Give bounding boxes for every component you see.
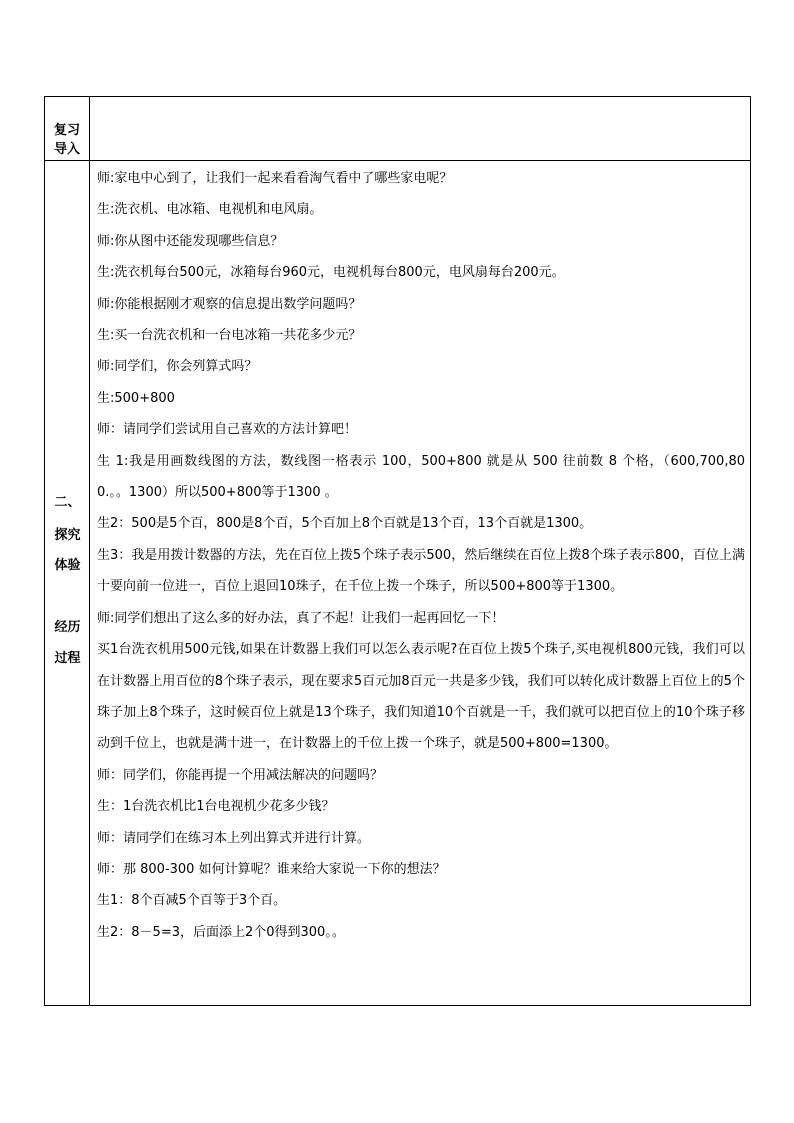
dialogue-paragraph: 生：1台洗衣机比1台电视机少花多少钱？ <box>97 799 335 815</box>
dialogue-paragraph: 师：请同学们尝试用自己喜欢的方法计算吧！ <box>97 422 358 438</box>
dialogue-paragraph: 师:你能根据刚才观察的信息提出数学问题吗？ <box>97 296 362 312</box>
dialogue-paragraph: 生2：8－5=3，后面添上2个0得到300。。 <box>97 924 345 940</box>
explore-label-cell <box>45 161 90 1006</box>
dialogue-paragraph: 生2：500是5个百，800是8个百，5个百加上8个百就是13个百，13个百就是1300。 <box>97 516 593 532</box>
dialogue-paragraph: 生:洗衣机、电冰箱、电视机和电风扇。 <box>97 202 323 218</box>
dialogue-paragraph: 师:家电中心到了，让我们一起来看看淘气看中了哪些家电呢？ <box>97 171 453 186</box>
dialogue-paragraph: 生:500+800 <box>97 390 175 406</box>
dialogue-paragraph: 生:洗衣机每台500元，冰箱每台960元，电视机每台800元，电风扇每台200元。 <box>97 265 565 281</box>
review-content-cell <box>90 97 751 161</box>
review-label-cell <box>45 97 90 161</box>
lesson-plan-table <box>44 96 751 1006</box>
dialogue-paragraph: 买1台洗衣机用500元钱,如果在计数器上我们可以怎么表示呢?在百位上拨5个珠子,买电视机800元钱，我们可以在计数器上用百位的8个珠子表示，现在要求5百元加8百元一共是多少钱，我们可以转化成计数器上百位上的5个珠子加上8个珠子，这时候百位上就是13个珠子，我们知道10个百就是一千，我们就可以把百位上的10个珠子移动到千位上，也就是满十进一，在计数器上的千位上拨一个珠子，就是500+800=1300。 <box>97 642 745 752</box>
explore-label-line5: 过程 <box>54 651 81 666</box>
explore-label-line3: 体验 <box>54 558 81 573</box>
dialogue-paragraph: 师：那 800-300 如何计算呢？谁来给大家说一下你的想法？ <box>97 861 446 877</box>
dialogue-paragraph: 师：请同学们在练习本上列出算式并进行计算。 <box>97 830 371 846</box>
dialogue-paragraph: 师:你从图中还能发现哪些信息？ <box>97 233 284 249</box>
dialogue-paragraph: 生 1:我是用画数线图的方法，数线图一格表示 100，500+800 就是从 500 往前数 8 个格，（600,700,800.。。1300）所以500+800等于1300 。 <box>97 453 745 501</box>
explore-content-cell <box>90 161 751 1006</box>
dialogue-paragraph: 师:同学们想出了这么多的好办法，真了不起！让我们一起再回忆一下！ <box>97 610 505 626</box>
explore-label-line1: 二、 <box>54 495 81 510</box>
dialogue-paragraph: 生3：我是用拨计数器的方法，先在百位上拨5个珠子表示500，然后继续在百位上拨8个珠子表示800，百位上满十要向前一位进一，百位上退回10珠子，在千位上拨一个珠子，所以500+800等于1300。 <box>97 547 745 595</box>
dialogue-paragraph: 师:同学们，你会列算式吗？ <box>97 359 258 375</box>
review-row <box>45 97 751 161</box>
dialogue-paragraph: 生:买一台洗衣机和一台电冰箱一共花多少元？ <box>97 328 362 344</box>
dialogue-paragraph: 师：同学们，你能再提一个用减法解决的问题吗？ <box>97 767 384 783</box>
explore-label-line2: 探究 <box>54 528 81 543</box>
explore-label-line4: 经历 <box>54 620 81 635</box>
review-label-line2: 导入 <box>53 142 80 157</box>
review-label-line1: 复习 <box>53 123 80 138</box>
explore-row <box>45 161 751 1006</box>
dialogue-paragraph: 生1：8个百减5个百等于3个百。 <box>97 893 287 909</box>
